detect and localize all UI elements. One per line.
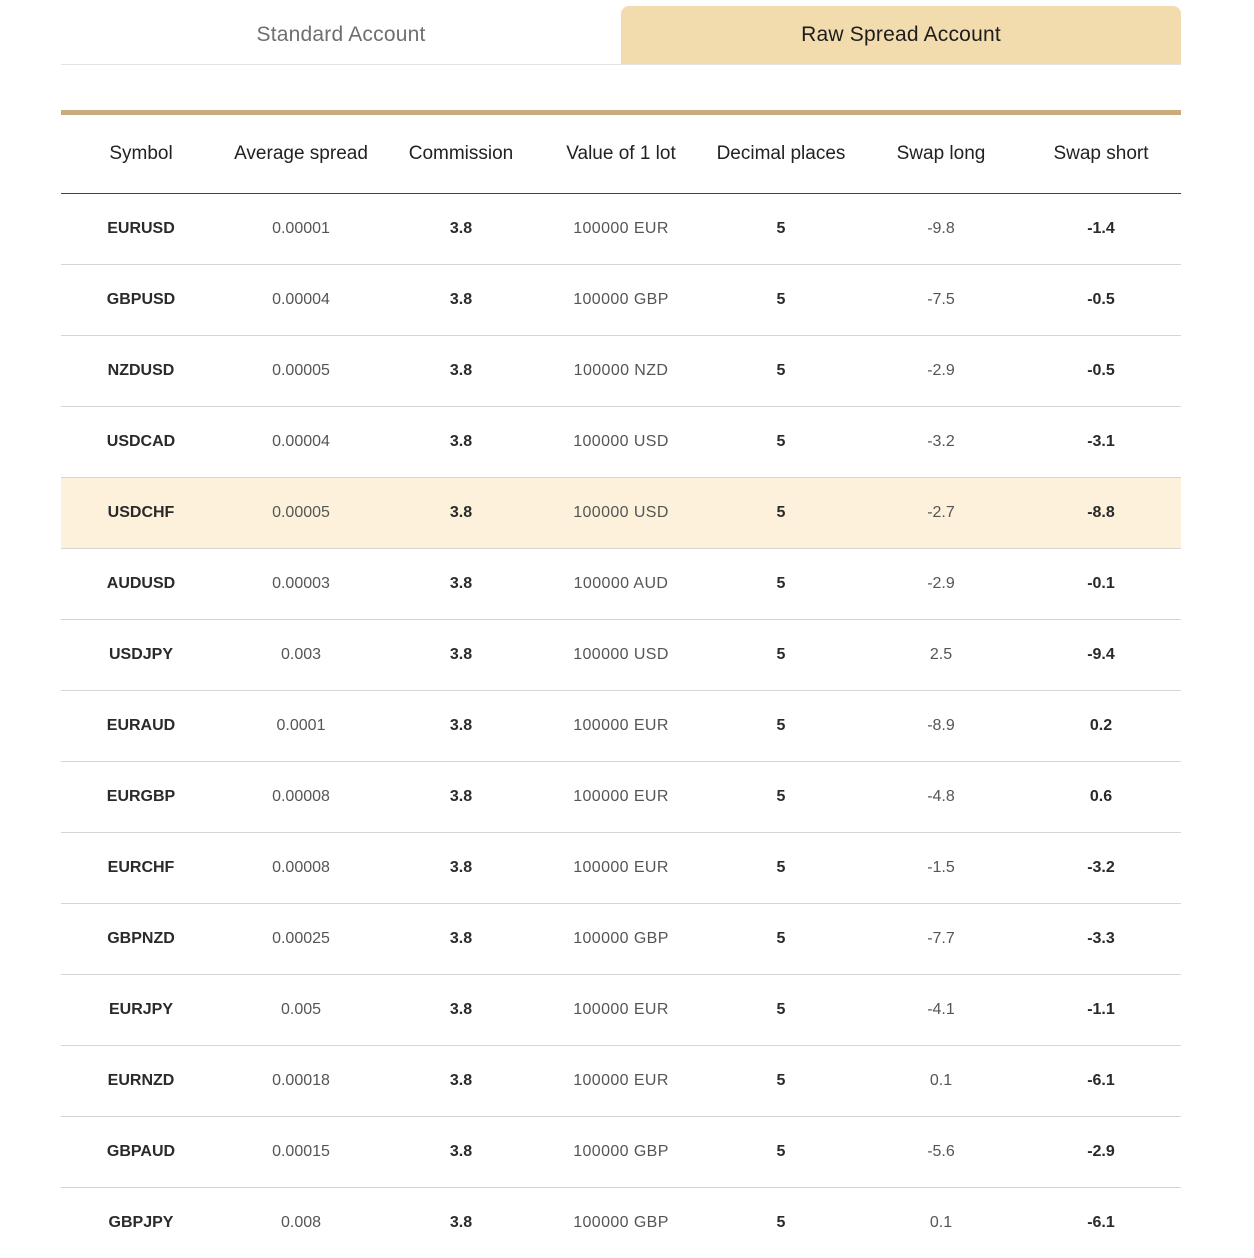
cell-swap-long: -1.5 [861,833,1021,904]
cell-decimal-places: 5 [701,407,861,478]
cell-average-spread: 0.00003 [221,549,381,620]
cell-swap-short: -0.5 [1021,265,1181,336]
cell-average-spread: 0.005 [221,975,381,1046]
tab-raw-spread-account[interactable]: Raw Spread Account [621,6,1181,64]
cell-average-spread: 0.00015 [221,1117,381,1188]
cell-swap-long: -4.8 [861,762,1021,833]
cell-swap-long: -5.6 [861,1117,1021,1188]
table-row [61,1117,1181,1188]
cell-value-of-1-lot: 100000 EUR [541,194,701,265]
cell-value-of-1-lot: 100000 USD [541,478,701,549]
cell-swap-long: -2.7 [861,478,1021,549]
cell-swap-long: -2.9 [861,336,1021,407]
cell-swap-short: -6.1 [1021,1188,1181,1258]
cell-average-spread: 0.00004 [221,265,381,336]
cell-decimal-places: 5 [701,549,861,620]
cell-symbol: USDCAD [61,407,221,478]
cell-commission: 3.8 [381,265,541,336]
cell-value-of-1-lot: 100000 EUR [541,691,701,762]
cell-swap-short: -9.4 [1021,620,1181,691]
cell-symbol: EURNZD [61,1046,221,1117]
header-swap-short: Swap short [1021,115,1181,194]
cell-average-spread: 0.0001 [221,691,381,762]
cell-swap-short: -6.1 [1021,1046,1181,1117]
table-row [61,194,1181,265]
cell-decimal-places: 5 [701,904,861,975]
cell-symbol: GBPAUD [61,1117,221,1188]
header-average-spread: Average spread [221,115,381,194]
table-row [61,904,1181,975]
cell-symbol: EURCHF [61,833,221,904]
cell-value-of-1-lot: 100000 GBP [541,265,701,336]
cell-commission: 3.8 [381,1188,541,1258]
cell-symbol: EURJPY [61,975,221,1046]
cell-swap-short: -2.9 [1021,1117,1181,1188]
cell-swap-long: -7.7 [861,904,1021,975]
cell-symbol: GBPJPY [61,1188,221,1258]
cell-average-spread: 0.003 [221,620,381,691]
cell-average-spread: 0.00025 [221,904,381,975]
cell-decimal-places: 5 [701,1188,861,1258]
header-symbol: Symbol [61,115,221,194]
cell-value-of-1-lot: 100000 USD [541,407,701,478]
instrument-table-container [61,110,1181,1258]
header-value-of-1-lot: Value of 1 lot [541,115,701,194]
cell-value-of-1-lot: 100000 EUR [541,975,701,1046]
cell-symbol: USDCHF [61,478,221,549]
cell-swap-long: -4.1 [861,975,1021,1046]
cell-swap-long: 2.5 [861,620,1021,691]
cell-decimal-places: 5 [701,194,861,265]
cell-swap-short: -0.5 [1021,336,1181,407]
cell-swap-short: -3.2 [1021,833,1181,904]
cell-swap-short: 0.2 [1021,691,1181,762]
cell-decimal-places: 5 [701,762,861,833]
cell-average-spread: 0.00008 [221,833,381,904]
cell-symbol: EURGBP [61,762,221,833]
cell-swap-short: -3.3 [1021,904,1181,975]
cell-commission: 3.8 [381,1046,541,1117]
cell-symbol: NZDUSD [61,336,221,407]
cell-average-spread: 0.008 [221,1188,381,1258]
table-row [61,1188,1181,1258]
cell-decimal-places: 5 [701,478,861,549]
cell-value-of-1-lot: 100000 USD [541,620,701,691]
cell-symbol: EURAUD [61,691,221,762]
cell-average-spread: 0.00008 [221,762,381,833]
cell-decimal-places: 5 [701,265,861,336]
cell-value-of-1-lot: 100000 EUR [541,833,701,904]
cell-symbol: USDJPY [61,620,221,691]
cell-commission: 3.8 [381,1117,541,1188]
table-row [61,691,1181,762]
cell-value-of-1-lot: 100000 EUR [541,1046,701,1117]
cell-swap-long: 0.1 [861,1188,1021,1258]
cell-value-of-1-lot: 100000 EUR [541,762,701,833]
cell-commission: 3.8 [381,407,541,478]
table-row [61,1046,1181,1117]
cell-decimal-places: 5 [701,620,861,691]
table-row [61,833,1181,904]
cell-average-spread: 0.00001 [221,194,381,265]
cell-swap-short: -0.1 [1021,549,1181,620]
cell-commission: 3.8 [381,691,541,762]
cell-value-of-1-lot: 100000 AUD [541,549,701,620]
table-header-row [61,115,1181,194]
cell-average-spread: 0.00018 [221,1046,381,1117]
header-swap-long: Swap long [861,115,1021,194]
cell-commission: 3.8 [381,904,541,975]
cell-swap-long: -9.8 [861,194,1021,265]
table-row [61,478,1181,549]
cell-commission: 3.8 [381,975,541,1046]
cell-swap-short: -8.8 [1021,478,1181,549]
table-row [61,336,1181,407]
cell-average-spread: 0.00005 [221,336,381,407]
instrument-table [61,115,1181,1258]
table-row [61,549,1181,620]
cell-commission: 3.8 [381,833,541,904]
cell-commission: 3.8 [381,194,541,265]
cell-commission: 3.8 [381,336,541,407]
cell-decimal-places: 5 [701,336,861,407]
cell-swap-short: -1.1 [1021,975,1181,1046]
header-decimal-places: Decimal places [701,115,861,194]
cell-swap-long: 0.1 [861,1046,1021,1117]
table-row [61,265,1181,336]
cell-symbol: GBPUSD [61,265,221,336]
header-commission: Commission [381,115,541,194]
cell-decimal-places: 5 [701,1046,861,1117]
table-row [61,407,1181,478]
account-tabs [61,6,1181,65]
cell-decimal-places: 5 [701,975,861,1046]
cell-average-spread: 0.00005 [221,478,381,549]
cell-commission: 3.8 [381,762,541,833]
table-row [61,620,1181,691]
cell-symbol: GBPNZD [61,904,221,975]
cell-value-of-1-lot: 100000 GBP [541,1117,701,1188]
cell-decimal-places: 5 [701,691,861,762]
cell-swap-long: -7.5 [861,265,1021,336]
table-body [61,194,1181,1258]
cell-decimal-places: 5 [701,1117,861,1188]
cell-commission: 3.8 [381,549,541,620]
cell-value-of-1-lot: 100000 GBP [541,1188,701,1258]
table-row [61,975,1181,1046]
cell-swap-short: -1.4 [1021,194,1181,265]
cell-swap-long: -2.9 [861,549,1021,620]
cell-commission: 3.8 [381,620,541,691]
cell-swap-long: -3.2 [861,407,1021,478]
cell-symbol: EURUSD [61,194,221,265]
cell-swap-short: 0.6 [1021,762,1181,833]
tab-standard-account[interactable]: Standard Account [61,6,621,64]
cell-decimal-places: 5 [701,833,861,904]
cell-value-of-1-lot: 100000 NZD [541,336,701,407]
table-row [61,762,1181,833]
cell-symbol: AUDUSD [61,549,221,620]
cell-value-of-1-lot: 100000 GBP [541,904,701,975]
cell-commission: 3.8 [381,478,541,549]
cell-average-spread: 0.00004 [221,407,381,478]
cell-swap-short: -3.1 [1021,407,1181,478]
cell-swap-long: -8.9 [861,691,1021,762]
